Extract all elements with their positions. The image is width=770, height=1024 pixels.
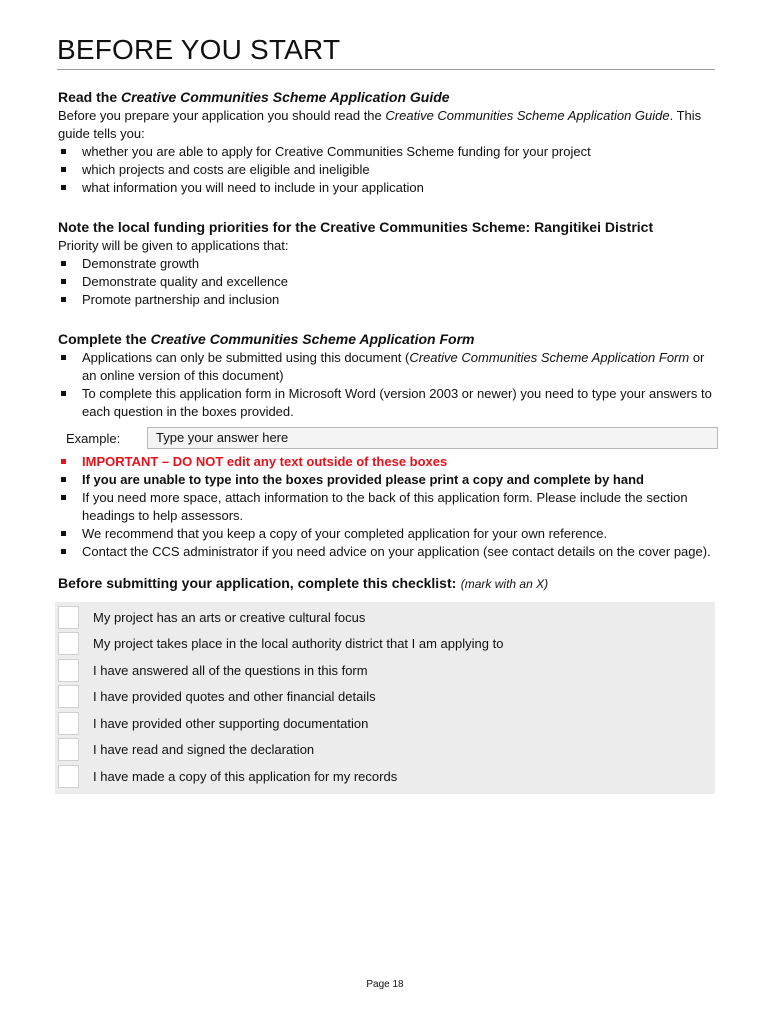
- list-item: If you need more space, attach information to the back of this application form. Please include the section headings to help assessors.: [58, 489, 718, 525]
- priorities-bullet-list: [58, 255, 718, 309]
- list-item: Demonstrate growth: [58, 255, 718, 273]
- checklist-row: [55, 684, 715, 711]
- checklist-label: I have provided other supporting documentation: [93, 715, 369, 731]
- checklist-label: I have provided quotes and other financial details: [93, 689, 376, 705]
- title-divider: [57, 69, 715, 70]
- example-answer-box[interactable]: Type your answer here: [147, 427, 718, 449]
- list-item: To complete this application form in Microsoft Word (version 2003 or newer) you need to type your answers to each question in the boxes provided.: [58, 385, 718, 421]
- example-row: [58, 427, 718, 449]
- page-number: Page 18: [366, 979, 404, 990]
- guide-bullet-list: [58, 143, 718, 197]
- priorities-heading: Note the local funding priorities for the Creative Communities Scheme: Rangitikei District: [58, 219, 654, 235]
- priorities-intro: Priority will be given to applications that:: [58, 238, 289, 253]
- checklist-label: My project takes place in the local authority district that I am applying to: [93, 636, 504, 652]
- checklist-heading: Before submitting your application, complete this checklist: (mark with an X): [58, 575, 549, 591]
- checklist-label: I have made a copy of this application for my records: [93, 768, 398, 784]
- checkbox[interactable]: [58, 765, 79, 788]
- example-label: Example:: [66, 430, 121, 446]
- important-notice: IMPORTANT – DO NOT edit any text outside of these boxes: [58, 453, 718, 471]
- main-content: [58, 88, 718, 794]
- checkbox[interactable]: [58, 712, 79, 735]
- checkbox[interactable]: [58, 738, 79, 761]
- checklist-row: [55, 737, 715, 764]
- print-notice: If you are unable to type into the boxes provided please print a copy and complete by hand: [58, 471, 718, 489]
- checklist-panel: [55, 602, 715, 794]
- list-item: Promote partnership and inclusion: [58, 291, 718, 309]
- guide-intro: Before you prepare your application you should read the Creative Communities Scheme Application Guide. This guide tells you:: [58, 108, 702, 141]
- checkbox[interactable]: [58, 659, 79, 682]
- list-item: whether you are able to apply for Creative Communities Scheme funding for your project: [58, 143, 718, 161]
- checkbox[interactable]: [58, 685, 79, 708]
- form-section: [58, 330, 718, 561]
- checkbox[interactable]: [58, 632, 79, 655]
- checklist-note: (mark with an X): [460, 577, 549, 591]
- checklist-label: I have read and signed the declaration: [93, 742, 315, 758]
- guide-heading: Read the Creative Communities Scheme Application Guide: [58, 89, 450, 105]
- form-bullet-list: [58, 349, 718, 421]
- instructions-bullet-list: [58, 453, 718, 561]
- list-item: Demonstrate quality and excellence: [58, 273, 718, 291]
- list-item: which projects and costs are eligible and ineligible: [58, 161, 718, 179]
- list-item: Applications can only be submitted using this document (Creative Communities Scheme Application Form or an online version of this document): [58, 349, 718, 385]
- checklist-label: I have answered all of the questions in this form: [93, 662, 368, 678]
- guide-section: [58, 88, 718, 197]
- checklist-label: My project has an arts or creative cultural focus: [93, 609, 366, 625]
- checklist-section: [58, 575, 718, 794]
- priorities-section: [58, 218, 718, 309]
- form-heading: Complete the Creative Communities Scheme Application Form: [58, 331, 475, 347]
- list-item: We recommend that you keep a copy of your completed application for your own reference.: [58, 525, 718, 543]
- checklist-row: [55, 657, 715, 684]
- checklist-row: [55, 604, 715, 631]
- checklist-row: [55, 763, 715, 790]
- list-item: what information you will need to include in your application: [58, 179, 718, 197]
- checklist-row: [55, 710, 715, 737]
- checkbox[interactable]: [58, 606, 79, 629]
- list-item: Contact the CCS administrator if you need advice on your application (see contact details on the cover page).: [58, 543, 718, 561]
- page-title: BEFORE YOU START: [57, 34, 341, 65]
- checklist-row: [55, 631, 715, 658]
